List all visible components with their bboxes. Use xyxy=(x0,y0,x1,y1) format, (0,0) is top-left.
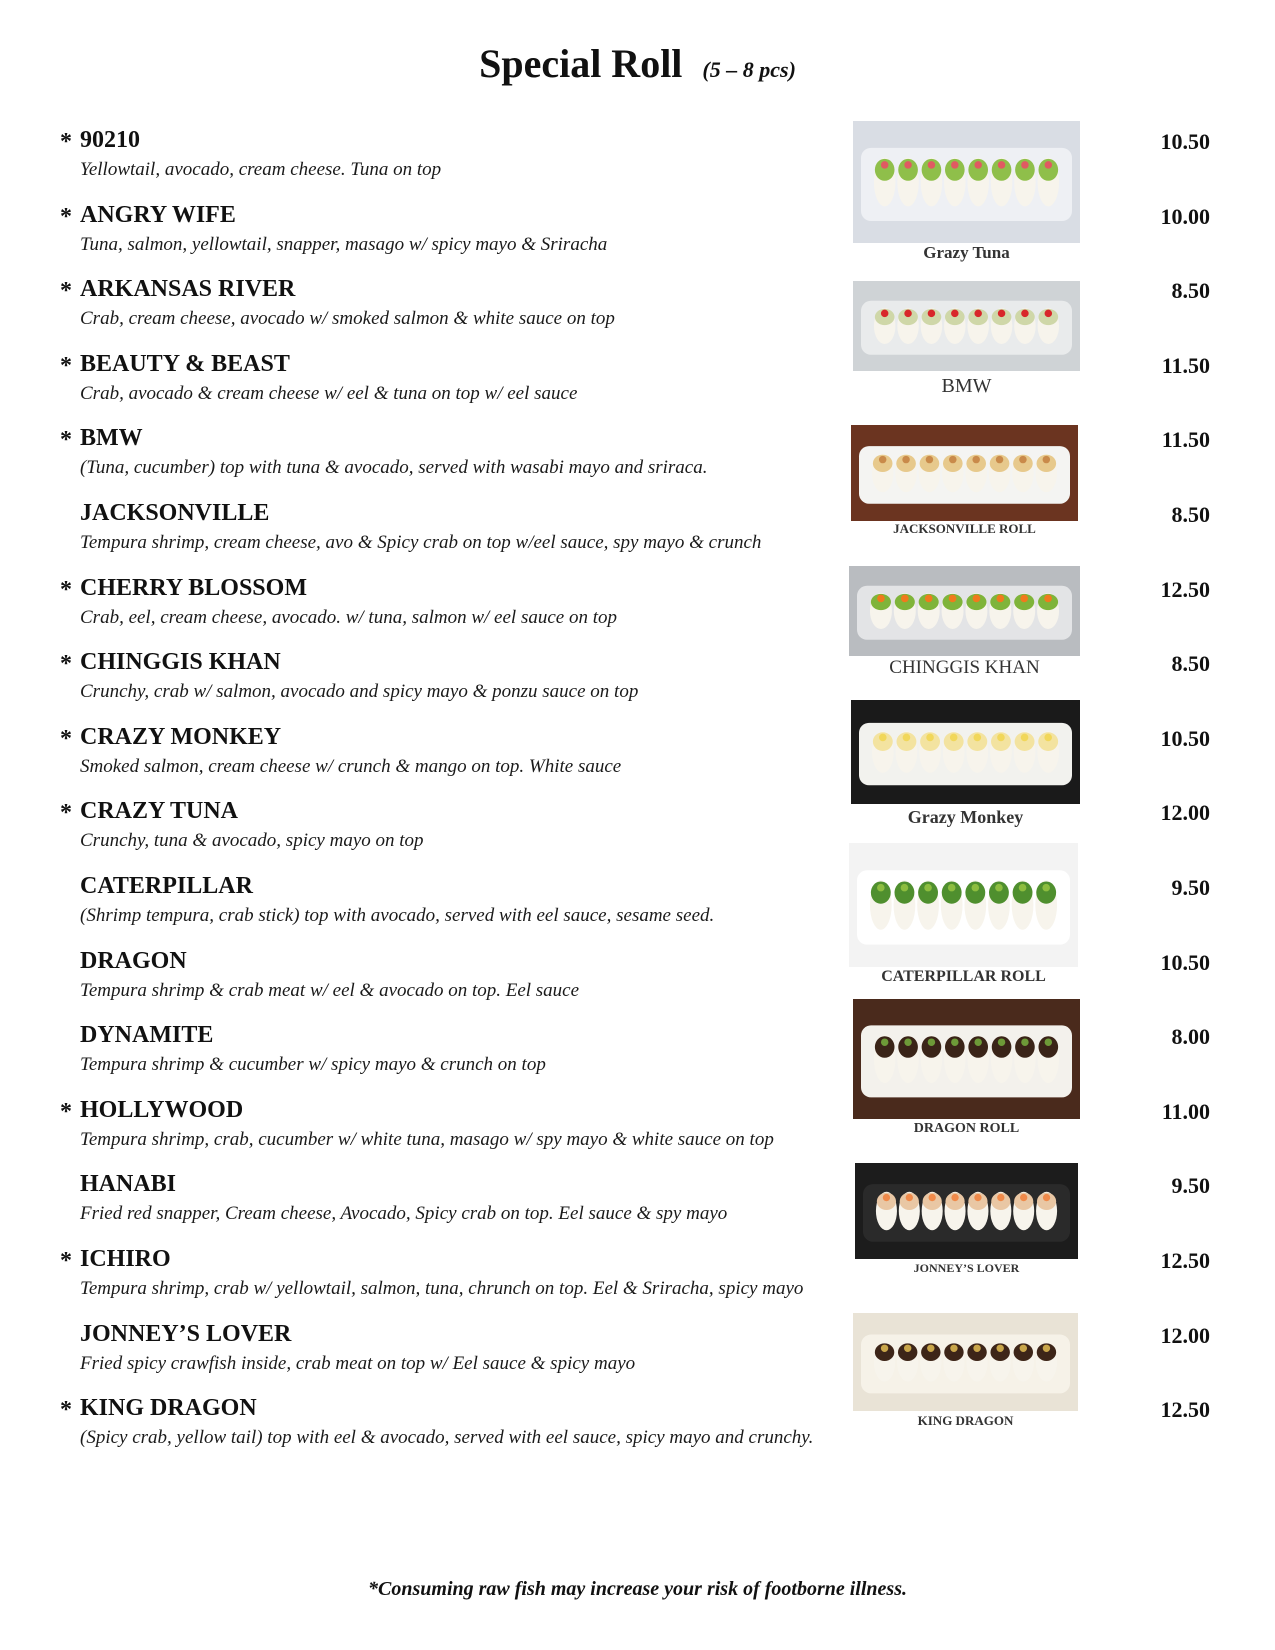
photo-caption: Grazy Monkey xyxy=(907,807,1024,827)
item-description: Tempura shrimp, crab w/ yellowtail, salmon, tuna, chrunch on top. Eel & Sriracha, spicy mayo xyxy=(80,1278,804,1299)
raw-fish-marker: * xyxy=(60,1248,72,1274)
item-name: CRAZY TUNA xyxy=(80,798,239,824)
raw-fish-marker: * xyxy=(60,651,72,677)
item-description: Fried red snapper, Cream cheese, Avocado, Spicy crab on top. Eel sauce & spy mayo xyxy=(80,1203,728,1224)
menu-item xyxy=(60,127,890,197)
roll-photo xyxy=(855,1163,1078,1259)
item-price: 12.50 xyxy=(1160,1248,1210,1273)
menu-item xyxy=(60,202,890,272)
item-description: Tempura shrimp & cucumber w/ spicy mayo & crunch on top xyxy=(80,1054,546,1075)
raw-fish-marker: * xyxy=(60,800,72,826)
item-description: Crab, eel, cream cheese, avocado. w/ tuna, salmon w/ eel sauce on top xyxy=(80,607,617,628)
photo-caption: CHINGGIS KHAN xyxy=(889,657,1040,678)
item-price: 8.50 xyxy=(1171,651,1210,676)
raw-fish-marker: * xyxy=(60,1099,72,1125)
menu-item xyxy=(60,948,890,1018)
item-description: Crab, avocado & cream cheese w/ eel & tuna on top w/ eel sauce xyxy=(80,383,578,404)
photo-caption: KING DRAGON xyxy=(917,1413,1014,1428)
menu-item xyxy=(60,1246,890,1316)
menu-item xyxy=(60,873,890,943)
menu-item xyxy=(60,351,890,421)
item-name: BEAUTY & BEAST xyxy=(80,351,290,377)
item-price: 10.50 xyxy=(1160,726,1210,751)
item-name: CRAZY MONKEY xyxy=(80,724,282,750)
item-price: 11.50 xyxy=(1161,427,1210,452)
item-price: 11.50 xyxy=(1161,353,1210,378)
item-name: JACKSONVILLE xyxy=(80,500,270,526)
raw-fish-marker: * xyxy=(60,204,72,230)
roll-photo xyxy=(851,700,1080,804)
roll-photo xyxy=(851,425,1078,521)
raw-fish-marker: * xyxy=(60,129,72,155)
item-description: Crunchy, tuna & avocado, spicy mayo on top xyxy=(80,830,424,851)
menu-title xyxy=(0,40,1275,87)
item-description: Crab, cream cheese, avocado w/ smoked salmon & white sauce on top xyxy=(80,308,615,329)
item-name: CATERPILLAR xyxy=(80,873,253,899)
item-name: KING DRAGON xyxy=(80,1395,257,1421)
raw-fish-marker: * xyxy=(60,577,72,603)
photo-caption: BMW xyxy=(941,375,992,397)
menu-item xyxy=(60,1321,890,1391)
roll-photo xyxy=(853,281,1080,371)
page-title: Special Roll xyxy=(479,41,683,86)
item-name: ICHIRO xyxy=(80,1246,171,1272)
menu-item xyxy=(60,798,890,868)
item-description: (Spicy crab, yellow tail) top with eel & avocado, served with eel sauce, spicy mayo and crunchy. xyxy=(80,1427,814,1448)
item-name: JONNEY’S LOVER xyxy=(80,1321,292,1347)
item-name: HANABI xyxy=(80,1171,177,1197)
roll-photo xyxy=(849,566,1080,656)
item-price: 12.00 xyxy=(1160,800,1210,825)
item-description: Tempura shrimp, cream cheese, avo & Spicy crab on top w/eel sauce, spy mayo & crunch xyxy=(80,532,762,553)
item-name: CHERRY BLOSSOM xyxy=(80,575,307,601)
item-name: 90210 xyxy=(80,127,140,153)
menu-item xyxy=(60,276,890,346)
roll-photo xyxy=(853,1313,1078,1411)
roll-photo xyxy=(849,843,1078,967)
photo-caption: DRAGON ROLL xyxy=(913,1121,1020,1136)
item-price: 8.50 xyxy=(1171,278,1210,303)
item-description: Fried spicy crawfish inside, crab meat on top w/ Eel sauce & spicy mayo xyxy=(80,1353,636,1374)
item-description: Smoked salmon, cream cheese w/ crunch & mango on top. White sauce xyxy=(80,756,622,777)
item-price: 10.50 xyxy=(1160,129,1210,154)
item-price: 12.50 xyxy=(1160,577,1210,602)
raw-fish-marker: * xyxy=(60,427,72,453)
roll-photo xyxy=(853,121,1080,243)
item-price: 9.50 xyxy=(1171,1173,1210,1198)
item-description: Tempura shrimp, crab, cucumber w/ white tuna, masago w/ spy mayo & white sauce on top xyxy=(80,1129,774,1150)
menu-item xyxy=(60,500,890,570)
photo-caption: JACKSONVILLE ROLL xyxy=(893,521,1036,536)
item-name: CHINGGIS KHAN xyxy=(80,649,281,675)
item-description: (Shrimp tempura, crab stick) top with avocado, served with eel sauce, sesame seed. xyxy=(80,905,715,926)
menu-item xyxy=(60,1022,890,1092)
photo-caption: Grazy Tuna xyxy=(923,243,1010,262)
item-price: 11.00 xyxy=(1161,1099,1210,1124)
photo-caption: JONNEY’S LOVER xyxy=(913,1261,1020,1275)
item-price: 10.00 xyxy=(1160,204,1210,229)
item-price: 12.50 xyxy=(1160,1397,1210,1422)
item-price: 12.00 xyxy=(1160,1323,1210,1348)
item-description: (Tuna, cucumber) top with tuna & avocado, served with wasabi mayo and sriraca. xyxy=(80,457,708,478)
item-description: Crunchy, crab w/ salmon, avocado and spicy mayo & ponzu sauce on top xyxy=(80,681,639,702)
item-price: 9.50 xyxy=(1171,875,1210,900)
item-name: HOLLYWOOD xyxy=(80,1097,244,1123)
item-name: ARKANSAS RIVER xyxy=(80,276,296,302)
menu-item xyxy=(60,1171,890,1241)
photo-caption: CATERPILLAR ROLL xyxy=(881,968,1046,985)
raw-fish-marker: * xyxy=(60,726,72,752)
menu-item xyxy=(60,1395,890,1465)
raw-fish-disclaimer: *Consuming raw fish may increase your risk of footborne illness. xyxy=(368,1578,907,1600)
item-price: 10.50 xyxy=(1160,950,1210,975)
raw-fish-marker: * xyxy=(60,353,72,379)
item-name: ANGRY WIFE xyxy=(80,202,236,228)
menu-item xyxy=(60,1097,890,1167)
raw-fish-marker: * xyxy=(60,1397,72,1423)
raw-fish-marker: * xyxy=(60,278,72,304)
menu-item xyxy=(60,649,890,719)
menu-item xyxy=(60,575,890,645)
menu-item xyxy=(60,425,890,495)
menu-item xyxy=(60,724,890,794)
item-description: Tempura shrimp & crab meat w/ eel & avocado on top. Eel sauce xyxy=(80,980,580,1001)
item-name: DYNAMITE xyxy=(80,1022,214,1048)
roll-photo xyxy=(853,999,1080,1119)
page-subtitle: (5 – 8 pcs) xyxy=(702,57,796,82)
item-price: 8.50 xyxy=(1171,502,1210,527)
item-name: DRAGON xyxy=(80,948,187,974)
item-name: BMW xyxy=(80,425,143,451)
item-description: Tuna, salmon, yellowtail, snapper, masago w/ spicy mayo & Sriracha xyxy=(80,234,608,255)
item-price: 8.00 xyxy=(1171,1024,1210,1049)
item-description: Yellowtail, avocado, cream cheese. Tuna on top xyxy=(80,159,442,180)
